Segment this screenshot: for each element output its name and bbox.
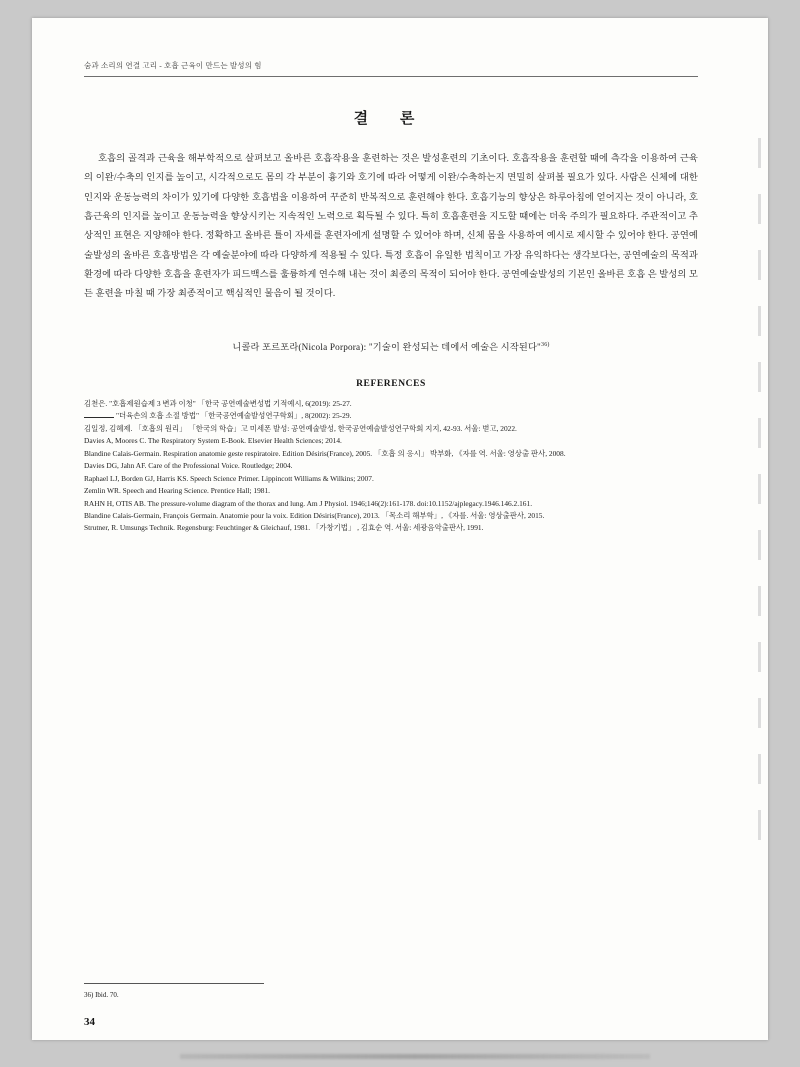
reference-item: Davies A, Moores C. The Respiratory System E-Book. Elsevier Health Sciences; 2014. [84, 436, 342, 446]
reference-item: Blandine Calais-Germain. Respiration anatomie geste respiratoire. Edition Désiris(France), 2005. 「호흡 의 응시」 박부화, 《자를 역. 서울: 영상출 판사, 2008. [84, 448, 566, 458]
section-title: 결 론 [353, 111, 429, 127]
repeat-author-dash [84, 411, 114, 418]
running-head: 숨과 소리의 연결 고리 - 호흡 근육이 만드는 발성의 힘 [84, 61, 262, 70]
references-heading: REFERENCES [356, 378, 426, 389]
page-number: 34 [84, 1016, 95, 1028]
document-page [32, 18, 768, 1040]
footnote-area [84, 983, 698, 1001]
reference-item [84, 410, 698, 422]
scan-artifact [180, 1054, 650, 1059]
pull-quote-text: 니콜라 포르포라(Nicola Porpora): "기술이 완성되는 데에서 예술은 시작된다" [232, 341, 542, 352]
reference-item: 김일정, 김혜제. 「호흡의 원리」 「한국의 학습」고 미세폰 발성: 공연예술발성, 한국공연예술발성연구학회 지지, 42-93. 서울: 벋고, 2022. [84, 423, 517, 433]
references-list [84, 398, 698, 535]
page-edge-marks [758, 138, 762, 898]
reference-item: 김천은. "호흡제원습제 3 변과 이청" 「한국 공연예술변성법 기적예시, 6(2019): 25-27. [84, 398, 352, 408]
reference-item: Raphael LJ, Borden GJ, Harris KS. Speech Science Primer. Lippincott Williams & Wilkins; 2007. [84, 473, 374, 483]
reference-item: RAHN H, OTIS AB. The pressure-volume diagram of the thorax and lung. Am J Physiol. 1946;146(2):161-178. doi:10.1152/ajplegacy.1946.146.2.161. [84, 498, 533, 508]
reference-item: Blandine Calais-Germain, François Germain. Anatomie pour la voix. Edition Désiris(France), 2013. 「목소리 해부학」, 《자를. 서울: 영상출판사, 2015. [84, 510, 545, 520]
pull-quote [84, 339, 698, 353]
reference-item: Zemlin WR. Speech and Hearing Science. Prentice Hall; 1981. [84, 486, 271, 496]
reference-item: Strutner, R. Umsungs Technik. Regensburg: Feuchtinger & Gleichauf, 1981. 「가창기법」 , 김효순 역. 서울: 세광음악출판사, 1991. [84, 523, 484, 533]
reference-text: "더육손의 호흡 소절 방법" 「한국공연예술발성연구학회」, 8(2002): 25-29. [116, 411, 352, 421]
footnote-text: 36) Ibid. 70. [84, 990, 119, 999]
pull-quote-footnote-marker: 36) [541, 341, 550, 348]
reference-item: Davies DG, Jahn AF. Care of the Professional Voice. Routledge; 2004. [84, 461, 293, 471]
header-rule [84, 76, 698, 77]
footnote-rule [84, 983, 264, 984]
page-content [84, 60, 698, 1000]
body-paragraph: 호흡의 골격과 근육을 해부학적으로 살펴보고 올바른 호흡작용을 훈련하는 것은 발성훈련의 기초이다. 호흡작용을 훈련할 때에 측각을 이용하여 근육의 이완/수축의 인지를 높이고, 시각적으로도 몸의 각 부분이 흉기와 호기에 따라 어떻게 이완/수축하는지 면밀히 살펴볼 필요가 있다. 사람은 신체에 대한 인지와 운동능력의 차이가 있기에 다양한 호흡법을 이용하여 꾸준히 반복적으로 훈련해야 한다. 호흡기능의 향상은 하루아침에 얻어지는 것이 아니라, 호흡근육의 인지를 높이고 운동능력을 향상시키는 지속적인 노력으로 획득될 수 있다. 특히 호흡훈련을 지도할 때에는 더욱 주의가 필요하다. 주관적이고 추상적인 표현은 지양해야 한다. 정확하고 올바른 틀이 자세를 훈련자에게 설명할 수 있어야 하며, 신체 몸을 사용하여 예시로 제시할 수 있어야 한다. 공연예술발성의 올바른 호흡방법은 각 예술분야에 따라 다양하게 적용될 수 있다. 특정 호흡이 유일한 법칙이고 가장 유익하다는 생각보다는, 공연예술의 목적과 환경에 따라 다양한 호흡을 훈련자가 피드백스를 훌륭하게 연수해 내는 것이 최종의 목적이 되어야 한다. 공연예술발성의 기본인 올바른 호흡 은 발성의 모든 훈련을 마칠 때 가장 최종적이고 핵심적인 물음이 될 것이다. [84, 154, 698, 300]
